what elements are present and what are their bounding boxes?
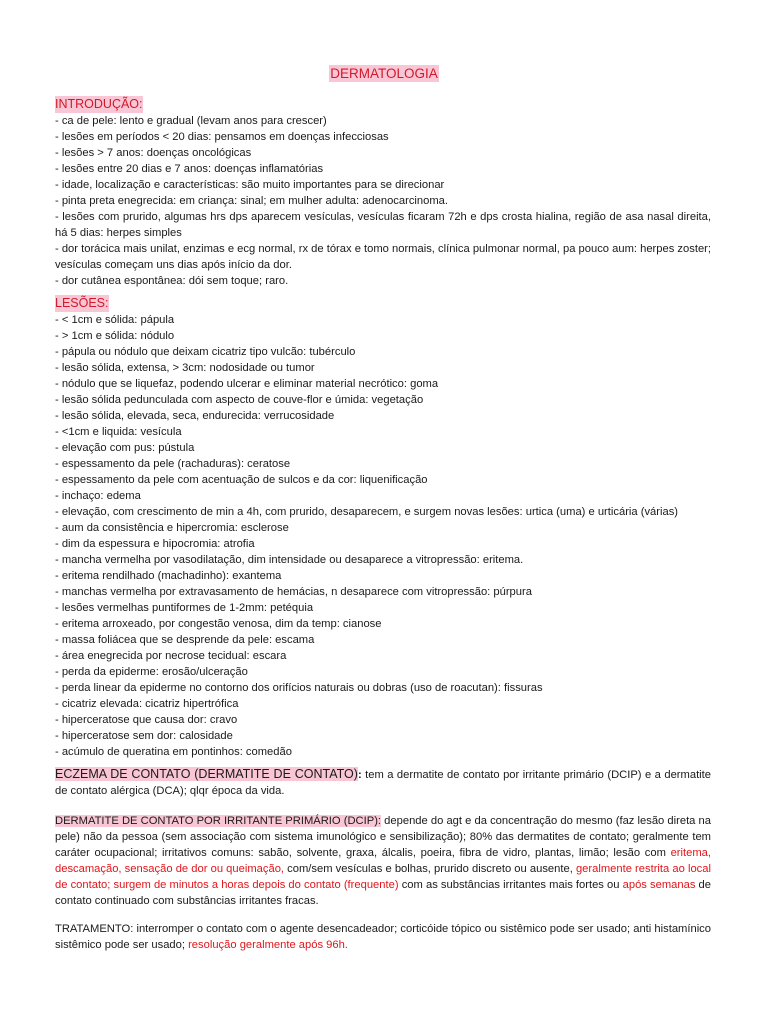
lesao-line: - lesão sólida, elevada, seca, endurecida: verrucosidade [55, 410, 335, 422]
lesao-line: - lesão sólida pedunculada com aspecto de couve-flor e úmida: vegetação [55, 394, 424, 406]
lesao-line: - mancha vermelha por vasodilatação, dim intensidade ou desaparece a vitropressão: eritema. [55, 554, 524, 566]
dcip-text: de contato continuado com substâncias irritantes fracas. [55, 879, 712, 907]
lesao-line: - eritema arroxeado, por congestão venosa, dim da temp: cianose [55, 618, 382, 630]
tratamento-paragraph [55, 921, 711, 953]
intro-line: - lesões em períodos < 20 dias: pensamos em doenças infecciosas [55, 131, 389, 143]
lesao-line: - hiperceratose que causa dor: cravo [55, 714, 238, 726]
lesao-line: - inchaço: edema [55, 490, 141, 502]
lesao-line: - elevação, com crescimento de min a 4h, com prurido, desaparecem, e surgem novas lesões: urtica (uma) e urticária (várias) [55, 506, 679, 518]
intro-line: - pinta preta enegrecida: em criança: sinal; em mulher adulta: adenocarcinoma. [55, 195, 449, 207]
section-heading-lesoes: LESÕES: [55, 296, 109, 310]
document-content [55, 96, 711, 953]
dcip-highlight: eritema, descamação, sensação de dor ou queimação, [55, 847, 711, 875]
tratamento-text: TRATAMENTO: interromper o contato com o agente desencadeador; corticóide tópico ou sistêmico pode ser usado; anti histamínico sistêmico pode ser usado; [55, 923, 711, 951]
lesao-line: - dim da espessura e hipocromia: atrofia [55, 538, 255, 550]
tratamento-highlight: resolução geralmente após 96h. [188, 939, 348, 951]
section-lesoes [55, 295, 711, 760]
lesao-line: - > 1cm e sólida: nódulo [55, 330, 175, 342]
document-title [0, 66, 768, 81]
intro-line: - lesões entre 20 dias e 7 anos: doenças inflamatórias [55, 163, 324, 175]
lesao-line: - eritema rendilhado (machadinho): exantema [55, 570, 282, 582]
dcip-heading: DERMATITE DE CONTATO POR IRRITANTE PRIMÁRIO (DCIP): [55, 815, 382, 827]
lesao-line: - <1cm e liquida: vesícula [55, 426, 182, 438]
dcip-highlight: geralmente restrita ao local de contato; surgem de minutos a horas depois do contato (frequente) [55, 863, 711, 891]
lesao-line: - área enegrecida por necrose tecidual: escara [55, 650, 287, 662]
dcip-text: com/sem vesículas e bolhas, prurido discreto ou ausente, [284, 863, 576, 875]
intro-line: - lesões com prurido, algumas hrs dps aparecem vesículas, vesículas ficaram 72h e dps crosta hialina, região de asa nasal direita, há 5 dias: herpes simples [55, 211, 711, 239]
intro-line: - dor cutânea espontânea: dói sem toque; raro. [55, 275, 289, 287]
eczema-colon: : [357, 769, 362, 781]
document-title-text: DERMATOLOGIA [330, 66, 438, 81]
lesao-line: - lesões vermelhas puntiformes de 1-2mm: petéquia [55, 602, 314, 614]
eczema-paragraph [55, 766, 711, 799]
lesao-line: - lesão sólida, extensa, > 3cm: nodosidade ou tumor [55, 362, 315, 374]
intro-line: - dor torácica mais unilat, enzimas e ecg normal, rx de tórax e tomo normais, clínica pulmonar normal, pa pouco aum: herpes zoster; vesículas começam uns dias após início da dor. [55, 243, 712, 271]
section-heading-introducao: INTRODUÇÃO: [55, 97, 143, 111]
eczema-text: tem a dermatite de contato por irritante primário (DCIP) e a dermatite de contato alérgica (DCA); qlqr época da vida. [55, 769, 711, 797]
lesao-line: - acúmulo de queratina em pontinhos: comedão [55, 746, 292, 758]
lesao-line: - pápula ou nódulo que deixam cicatriz tipo vulcão: tubérculo [55, 346, 356, 358]
lesao-line: - perda linear da epiderme no contorno dos orifícios naturais ou dobras (uso de roacutan): fissuras [55, 682, 543, 694]
lesao-line: - espessamento da pele com acentuação de sulcos e da cor: liquenificação [55, 474, 428, 486]
lesao-line: - hiperceratose sem dor: calosidade [55, 730, 233, 742]
lesao-line: - perda da epiderme: erosão/ulceração [55, 666, 248, 678]
lesao-line: - espessamento da pele (rachaduras): ceratose [55, 458, 291, 470]
eczema-heading: ECZEMA DE CONTATO (DERMATITE DE CONTATO) [55, 767, 358, 781]
lesao-line: - < 1cm e sólida: pápula [55, 314, 175, 326]
lesao-line: - elevação com pus: pústula [55, 442, 195, 454]
intro-line: - lesões > 7 anos: doenças oncológicas [55, 147, 252, 159]
intro-line: - idade, localização e características: são muito importantes para se direcionar [55, 179, 445, 191]
lesao-line: - massa foliácea que se desprende da pele: escama [55, 634, 315, 646]
lesao-line: - aum da consistência e hipercromia: esclerose [55, 522, 289, 534]
dcip-highlight: após semanas [622, 879, 696, 891]
dcip-text: com as substâncias irritantes mais fortes ou [398, 879, 623, 891]
lesao-line: - manchas vermelha por extravasamento de hemácias, n desaparece com vitropressão: púrpura [55, 586, 532, 598]
dcip-text: depende do agt e da concentração do mesmo (faz lesão direta na pele) não da pessoa (sem associação com sistema imunológico e sensibilização); 80% das dermatites de contato; geralmente tem caráter ocupacional; irritativos comuns: sabão, solvente, graxa, álcalis, poeira, fibra de vidro, plantas, limão; lesão com [55, 815, 711, 859]
intro-line: - ca de pele: lento e gradual (levam anos para crescer) [55, 115, 327, 127]
dcip-paragraph [55, 813, 711, 909]
lesao-line: - nódulo que se liquefaz, podendo ulcerar e eliminar material necrótico: goma [55, 378, 439, 390]
lesao-line: - cicatriz elevada: cicatriz hipertrófica [55, 698, 239, 710]
section-introducao [55, 96, 711, 289]
